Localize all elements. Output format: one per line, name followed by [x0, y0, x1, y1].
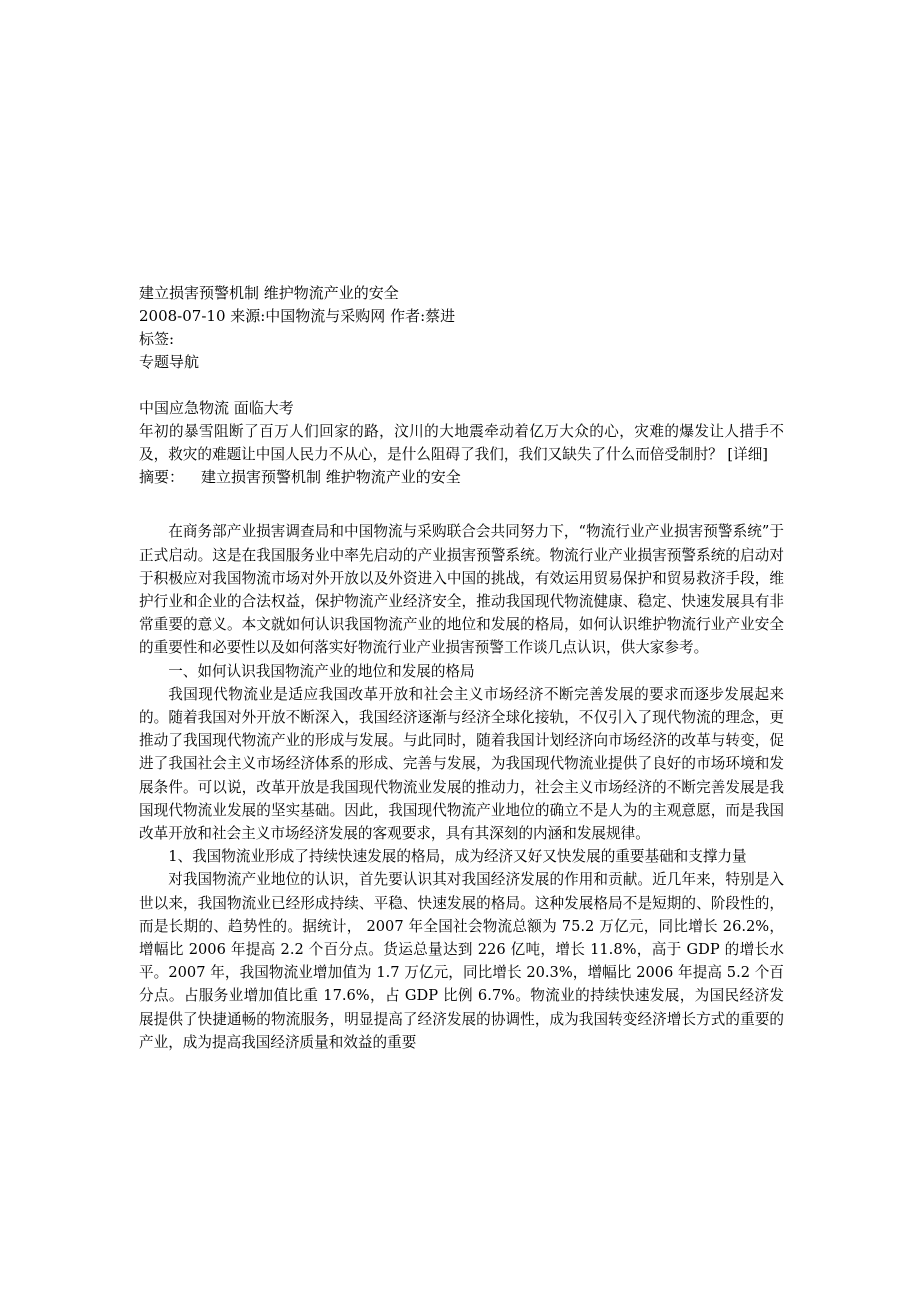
feature-heading: 中国应急物流 面临大考: [139, 399, 294, 417]
summary-line: [139, 466, 784, 489]
summary-label: 摘要：: [139, 468, 185, 487]
section-paragraph-1: 我国现代物流业是适应我国改革开放和社会主义市场经济不断完善发展的要求而逐步发展起来的。随着我国对外开放不断深入，我国经济逐渐与经济全球化接轨，不仅引入了现代物流的理念，更推动了我国现代物流产业的形成与发展。与此同时，随着我国计划经济向市场经济的改革与转变，促进了我国社会主义市场经济体系的形成、完善与发展，为我国现代物流业提供了良好的市场环境和发展条件。可以说，改革开放是我国现代物流业发展的推动力，社会主义市场经济的不断完善发展是我国现代物流业发展的坚实基础。因此，我国现代物流产业地位的确立不是人为的主观意愿，而是我国改革开放和社会主义市场经济发展的客观要求，具有其深刻的内涵和发展规律。: [139, 685, 784, 843]
intro-paragraph: 在商务部产业损害调查局和中国物流与采购联合会共同努力下，“物流行业产业损害预警系统”于正式启动。这是在我国服务业中率先启动的产业损害预警系统。物流行业产业损害预警系统的启动对于积极应对我国物流市场对外开放以及外资进入中国的挑战，有效运用贸易保护和贸易救济手段，维护行业和企业的合法权益，保护物流产业经济安全，推动我国现代物流健康、稳定、快速发展具有非常重要的意义。本文就如何认识我国物流产业的地位和发展的格局，如何认识维护物流行业产业安全的重要性和必要性以及如何落实好物流行业产业损害预警工作谈几点认识，供大家参考。: [139, 523, 784, 657]
subsection-paragraph-1: 对我国物流产业地位的认识，首先要认识其对我国经济发展的作用和贡献。近几年来，特别是入世以来，我国物流业已经形成持续、平稳、快速发展的格局。这种发展格局不是短期的、阶段性的，而是长期的、趋势性的。据统计， 2007 年全国社会物流总额为 75.2 万亿元，同比增长 26.2%，增幅比 2006 年提高 2.2 个百分点。货运总量达到 226 亿吨，增长 11.8%，高于 GDP 的增长水平。2007 年，我国物流业增加值为 1.7 万亿元，同比增长 20.3%，增幅比 2006 年提高 5.2 个百分点。占服务业增加值比重 17.6%，占 GDP 比例 6.7%。物流业的持续快速发展，为国民经济发展提供了快捷通畅的物流服务，明显提高了经济发展的协调性，成为我国转变经济增长方式的重要的产业，成为提高我国经济质量和效益的重要: [139, 871, 784, 1051]
article-title: 建立损害预警机制 维护物流产业的安全: [139, 284, 399, 302]
feature-lead: [139, 420, 784, 466]
article-meta: 2008-07-10 来源:中国物流与采购网 作者:蔡进: [139, 307, 456, 325]
detail-link[interactable]: [详细]: [727, 446, 768, 464]
subsection-heading-1: 1、我国物流业形成了持续快速发展的格局，成为经济又好又快发展的重要基础和支撑力量: [168, 848, 747, 866]
feature-lead-text: 年初的暴雪阻断了百万人们回家的路，汶川的大地震牵动着亿万大众的心，灾难的爆发让人措手不及，救灾的难题让中国人民力不从心，是什么阻碍了我们，我们又缺失了什么而倍受制肘？: [139, 423, 784, 464]
spacer: [139, 374, 784, 397]
topic-nav-label: 专题导航: [139, 353, 200, 371]
tags-label: 标签:: [139, 330, 175, 348]
section-heading-1: 一、如何认识我国物流产业的地位和发展的格局: [168, 662, 475, 680]
document-page: [139, 282, 784, 1054]
spacer: [139, 489, 784, 512]
summary-text: 建立损害预警机制 维护物流产业的安全: [201, 468, 461, 487]
